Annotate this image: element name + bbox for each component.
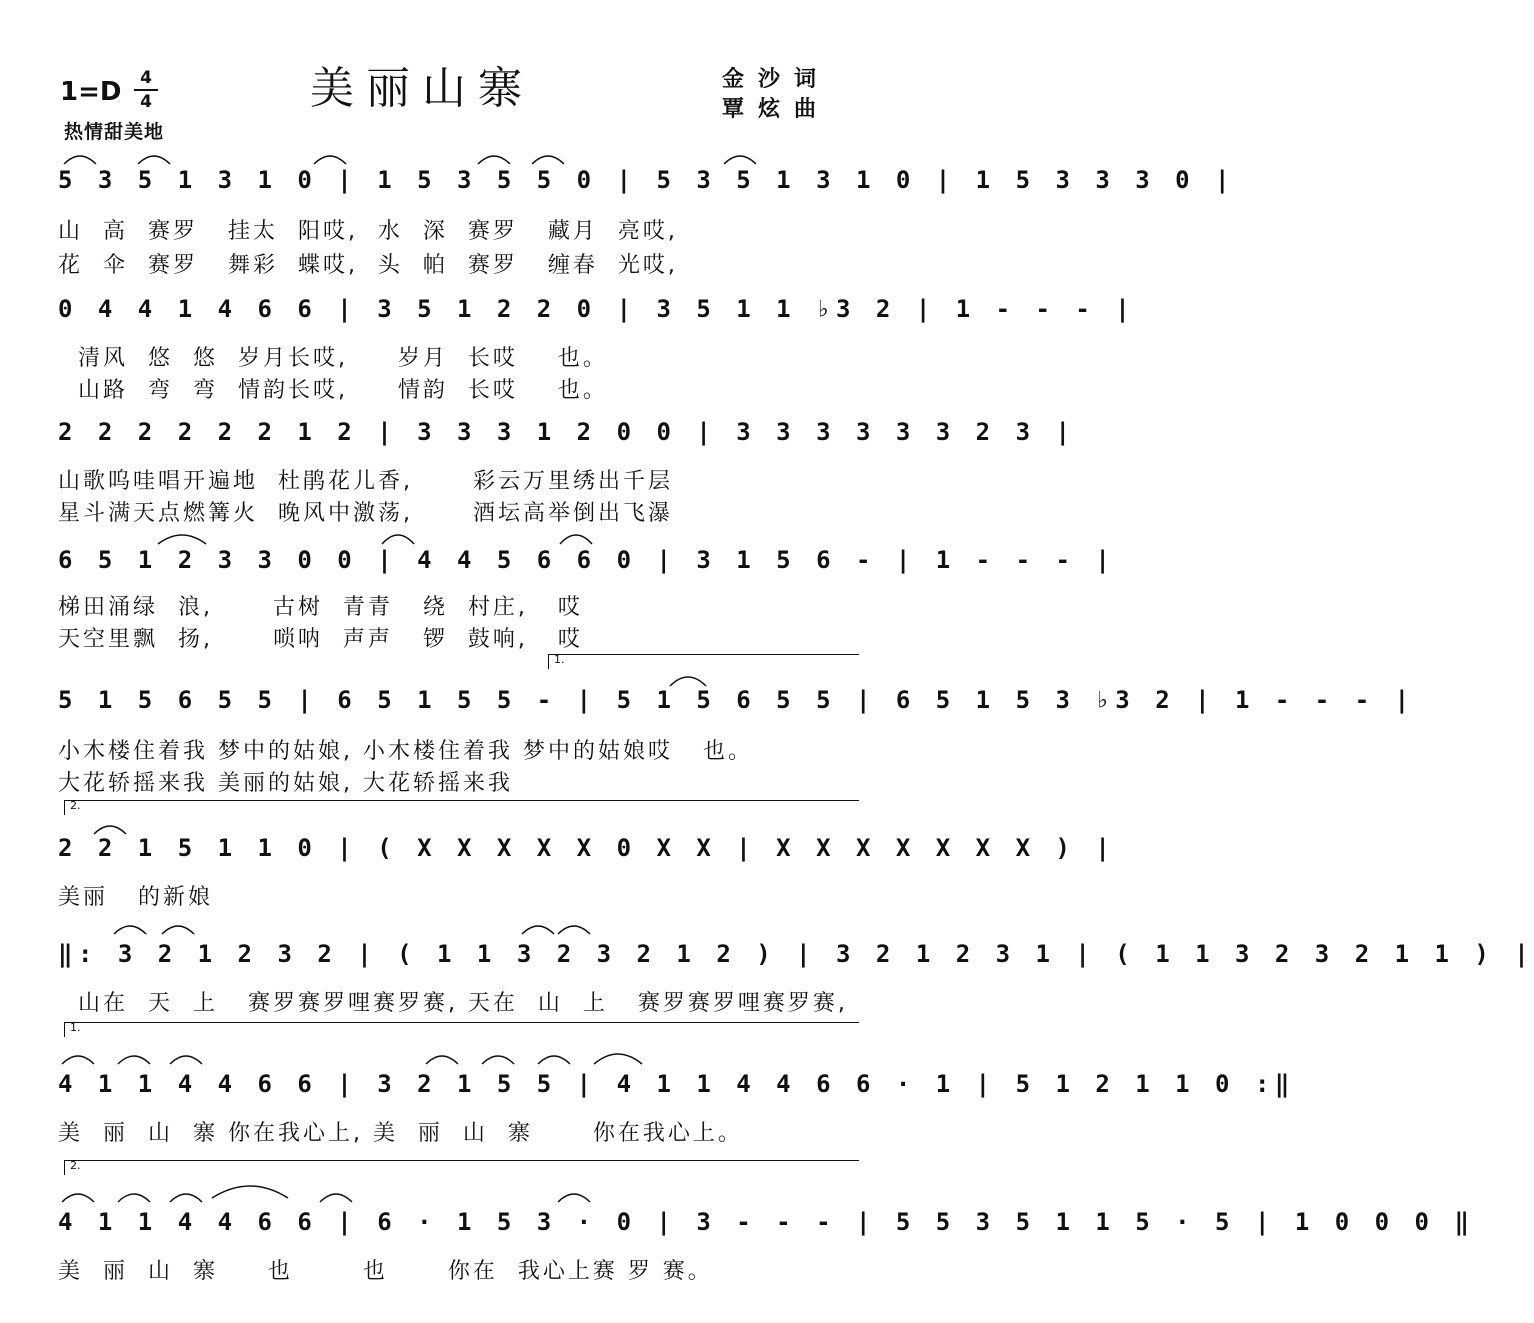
lyrics-verse-2: 星斗满天点燃篝火 晚风中激荡, 酒坛高举倒出飞瀑: [58, 501, 673, 526]
notation-line: 5 1 5 6 5 5 | 6 5 1 5 5 - | 5 1 5 6 5 5 | 6 5 1 5 3 ♭3 2 | 1 - - - |: [58, 686, 1415, 714]
score-system-9: [58, 1159, 1475, 1290]
score-system-4: [58, 522, 1116, 652]
time-signature-denominator: 4: [140, 92, 152, 112]
lyrics-verse-1: 山歌呜哇唱开遍地 杜鹃花儿香, 彩云万里绣出千层: [58, 469, 673, 494]
lyrics-verse-1: 美丽 的新娘: [58, 885, 213, 910]
tempo-marking: 热情甜美地: [64, 121, 165, 143]
lyrics-verse-1: 清风 悠 悠 岁月长哎, 岁月 长哎 也。: [58, 346, 608, 371]
notation-line: ‖: 3 2 1 2 3 2 | ( 1 1 3 2 3 2 1 2 ) | 3 2 1 2 3 1 | ( 1 1 3 2 3 2 1 1 ) |: [58, 940, 1534, 968]
lyrics-verse-2: 山路 弯 弯 情韵长哎, 情韵 长哎 也。: [58, 378, 608, 403]
volta-ending-2: 2.: [64, 1160, 859, 1175]
composer-credit: 覃炫曲: [722, 97, 831, 122]
score-system-3: [58, 408, 1076, 526]
notation-line: 5 3 5 1 3 1 0 | 1 5 3 5 5 0 | 5 3 5 1 3 1 0 | 1 5 3 3 3 0 |: [58, 166, 1236, 194]
notation-line: 2 2 1 5 1 1 0 | ( X X X X X 0 X X | X X X X X X X ) |: [58, 834, 1116, 862]
score-system-6: [58, 799, 1116, 910]
lyrics-verse-1: 山 高 赛罗 挂太 阳哎, 水 深 赛罗 藏月 亮哎,: [58, 219, 678, 244]
lyrics-verse-2: 大花轿摇来我 美丽的姑娘, 大花轿摇来我: [58, 771, 513, 796]
volta-ending-2: 2.: [64, 800, 859, 815]
lyrics-verse-1: 美 丽 山 寨 也 也 你在 我心上赛 罗 赛。: [58, 1259, 713, 1284]
score-system-1: [58, 140, 1236, 278]
lyrics-verse-1: 小木楼住着我 梦中的姑娘, 小木楼住着我 梦中的姑娘哎 也。: [58, 739, 753, 764]
song-title: 美丽山寨: [310, 63, 534, 114]
lyricist-credit: 金沙词: [722, 67, 831, 92]
volta-ending-1: 1.: [548, 654, 859, 669]
time-signature-numerator: 4: [140, 68, 152, 88]
lyrics-verse-1: 梯田涌绿 浪, 古树 青青 绕 村庄, 哎: [58, 595, 583, 620]
score-system-8: [58, 1021, 1295, 1152]
time-signature: [134, 68, 158, 112]
key-signature: 1=D: [60, 77, 122, 107]
score-system-2: [58, 285, 1136, 403]
notation-line: 2 2 2 2 2 2 1 2 | 3 3 3 1 2 0 0 | 3 3 3 3 3 3 2 3 |: [58, 418, 1076, 446]
score-system-7: [58, 912, 1534, 1022]
notation-line: 4 1 1 4 4 6 6 | 3 2 1 5 5 | 4 1 1 4 4 6 6 · 1 | 5 1 2 1 1 0 :‖: [58, 1070, 1295, 1098]
score-system-5: [58, 653, 1415, 796]
notation-line: 6 5 1 2 3 3 0 0 | 4 4 5 6 6 0 | 3 1 5 6 - | 1 - - - |: [58, 546, 1116, 574]
volta-ending-1: 1.: [64, 1022, 859, 1037]
lyrics-verse-1: 美 丽 山 寨 你在我心上, 美 丽 山 寨 你在我心上。: [58, 1121, 743, 1146]
lyrics-verse-2: 花 伞 赛罗 舞彩 蝶哎, 头 帕 赛罗 缠春 光哎,: [58, 253, 678, 278]
lyrics-verse-1: 山在 天 上 赛罗赛罗哩赛罗赛, 天在 山 上 赛罗赛罗哩赛罗赛,: [58, 991, 848, 1016]
notation-line: 4 1 1 4 4 6 6 | 6 · 1 5 3 · 0 | 3 - - - | 5 5 3 5 1 1 5 · 5 | 1 0 0 0 ‖: [58, 1208, 1475, 1236]
lyrics-verse-2: 天空里飘 扬, 唢呐 声声 锣 鼓响, 哎: [58, 627, 583, 652]
notation-line: 0 4 4 1 4 6 6 | 3 5 1 2 2 0 | 3 5 1 1 ♭3 2 | 1 - - - |: [58, 295, 1136, 323]
